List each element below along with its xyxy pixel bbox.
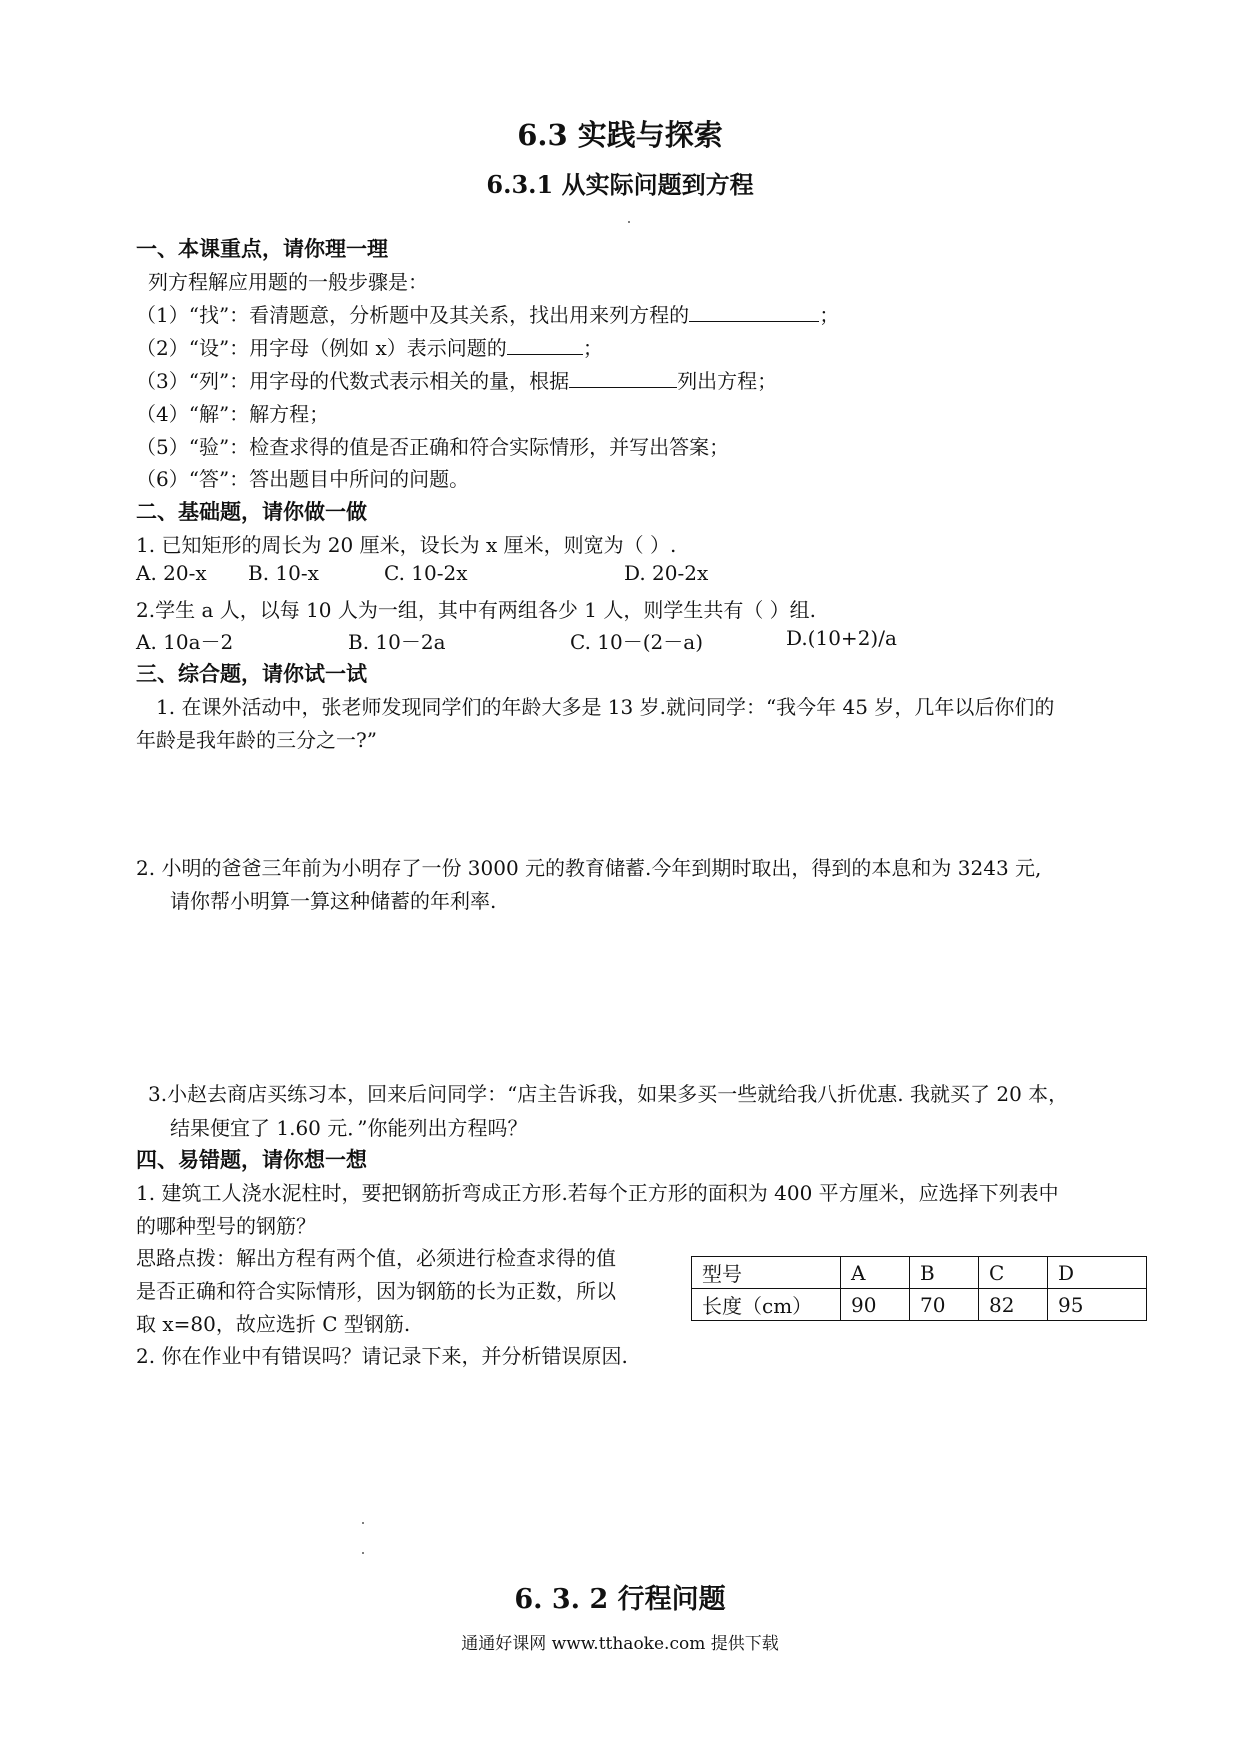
section-2-heading: 二、基础题，请你做一做	[136, 499, 367, 524]
q1-option-c: C. 10-2x	[384, 561, 468, 585]
step-1-text: （1）“找”：看清题意，分析题中及其关系，找出用来列方程的	[136, 303, 690, 327]
q1-option-a: A. 20-x	[136, 561, 207, 585]
comprehensive-question-2-line-1: 2. 小明的爸爸三年前为小明存了一份 3000 元的教育储蓄.今年到期时取出，得到的本息和为 3243 元,	[136, 856, 1042, 880]
section-4-heading: 四、易错题，请你想一想	[136, 1147, 367, 1172]
scan-dot	[362, 1552, 364, 1554]
step-3-text: （3）“列”：用字母的代数式表示相关的量，根据	[136, 369, 570, 393]
error-question-1-line-2: 的哪种型号的钢筋？	[136, 1214, 316, 1238]
q2-option-a: A. 10a－2	[136, 630, 234, 654]
table-cell: 型号	[692, 1257, 841, 1289]
step-4: （4）“解”：解方程；	[136, 402, 330, 426]
basic-question-1: 1. 已知矩形的周长为 20 厘米，设长为 x 厘米，则宽为（ ）.	[136, 533, 677, 557]
table-cell: A	[841, 1257, 910, 1289]
step-6: （6）“答”：答出题目中所问的问题。	[136, 467, 470, 491]
step-5: （5）“验”：检查求得的值是否正确和符合实际情形，并写出答案；	[136, 435, 730, 459]
page-subtitle: 6.3.1 从实际问题到方程	[486, 170, 754, 199]
q1-option-d: D. 20-2x	[624, 561, 709, 585]
answer-blank[interactable]	[507, 336, 583, 355]
step-1	[136, 299, 839, 328]
comprehensive-question-2-line-2: 请你帮小明算一算这种储蓄的年利率.	[170, 889, 497, 913]
table-cell: 95	[1048, 1289, 1147, 1321]
error-question-2: 2. 你在作业中有错误吗？请记录下来，并分析错误原因.	[136, 1344, 628, 1368]
table-cell: D	[1048, 1257, 1147, 1289]
hint-line-1: 思路点拨：解出方程有两个值，必须进行检查求得的值	[136, 1246, 616, 1270]
error-question-1-line-1: 1. 建筑工人浇水泥柱时，要把钢筋折弯成正方形.若每个正方形的面积为 400 平方厘米，应选择下列表中	[136, 1181, 1059, 1205]
comprehensive-question-3-line-1: 3.小赵去商店买练习本，回来后问同学：“店主告诉我，如果多买一些就给我八折优惠. 我就买了 20 本，	[148, 1082, 1069, 1106]
step-2	[136, 332, 603, 361]
step-1-after: ；	[819, 303, 840, 327]
table-cell: 90	[841, 1289, 910, 1321]
step-2-after: ；	[582, 336, 603, 360]
page-title: 6.3 实践与探索	[517, 118, 723, 152]
table-row	[692, 1289, 1147, 1321]
table-cell: C	[979, 1257, 1048, 1289]
answer-blank[interactable]	[689, 303, 819, 322]
step-3-after: 列出方程；	[677, 369, 778, 393]
q2-option-b: B. 10－2a	[348, 630, 446, 654]
footer-source: 通通好课网 www.tthaoke.com 提供下载	[461, 1634, 779, 1654]
table-row	[692, 1257, 1147, 1289]
step-3	[136, 365, 777, 394]
q2-option-c: C. 10－(2－a)	[570, 630, 704, 654]
hint-line-3: 取 x=80，故应选折 C 型钢筋.	[136, 1312, 411, 1336]
comprehensive-question-1-line-2: 年龄是我年龄的三分之一?”	[136, 728, 377, 752]
section-1-heading: 一、本课重点，请你理一理	[136, 236, 388, 261]
table-cell: B	[910, 1257, 979, 1289]
table-cell: 70	[910, 1289, 979, 1321]
hint-line-2: 是否正确和符合实际情形，因为钢筋的长为正数，所以	[136, 1279, 616, 1303]
comprehensive-question-1-line-1: 1. 在课外活动中，张老师发现同学们的年龄大多是 13 岁.就问同学：“我今年 45 岁，几年以后你们的	[156, 695, 1055, 719]
scan-dot	[362, 1522, 364, 1524]
table-cell: 82	[979, 1289, 1048, 1321]
answer-blank[interactable]	[569, 369, 677, 388]
basic-question-2: 2.学生 a 人，以每 10 人为一组，其中有两组各少 1 人，则学生共有（ ）组.	[136, 598, 817, 622]
q2-option-d: D.(10+2)/a	[786, 626, 897, 650]
scan-dot	[628, 221, 630, 223]
next-section-title: 6. 3. 2 行程问题	[514, 1584, 726, 1615]
section-3-heading: 三、综合题，请你试一试	[136, 661, 367, 686]
table-cell: 长度（cm）	[692, 1289, 841, 1321]
section-1-intro: 列方程解应用题的一般步骤是：	[148, 270, 428, 294]
rebar-spec-table	[691, 1256, 1147, 1321]
comprehensive-question-3-line-2: 结果便宜了 1.60 元．”你能列出方程吗？	[170, 1116, 528, 1140]
q1-option-b: B. 10-x	[248, 561, 319, 585]
step-2-text: （2）“设”：用字母（例如 x）表示问题的	[136, 336, 507, 360]
